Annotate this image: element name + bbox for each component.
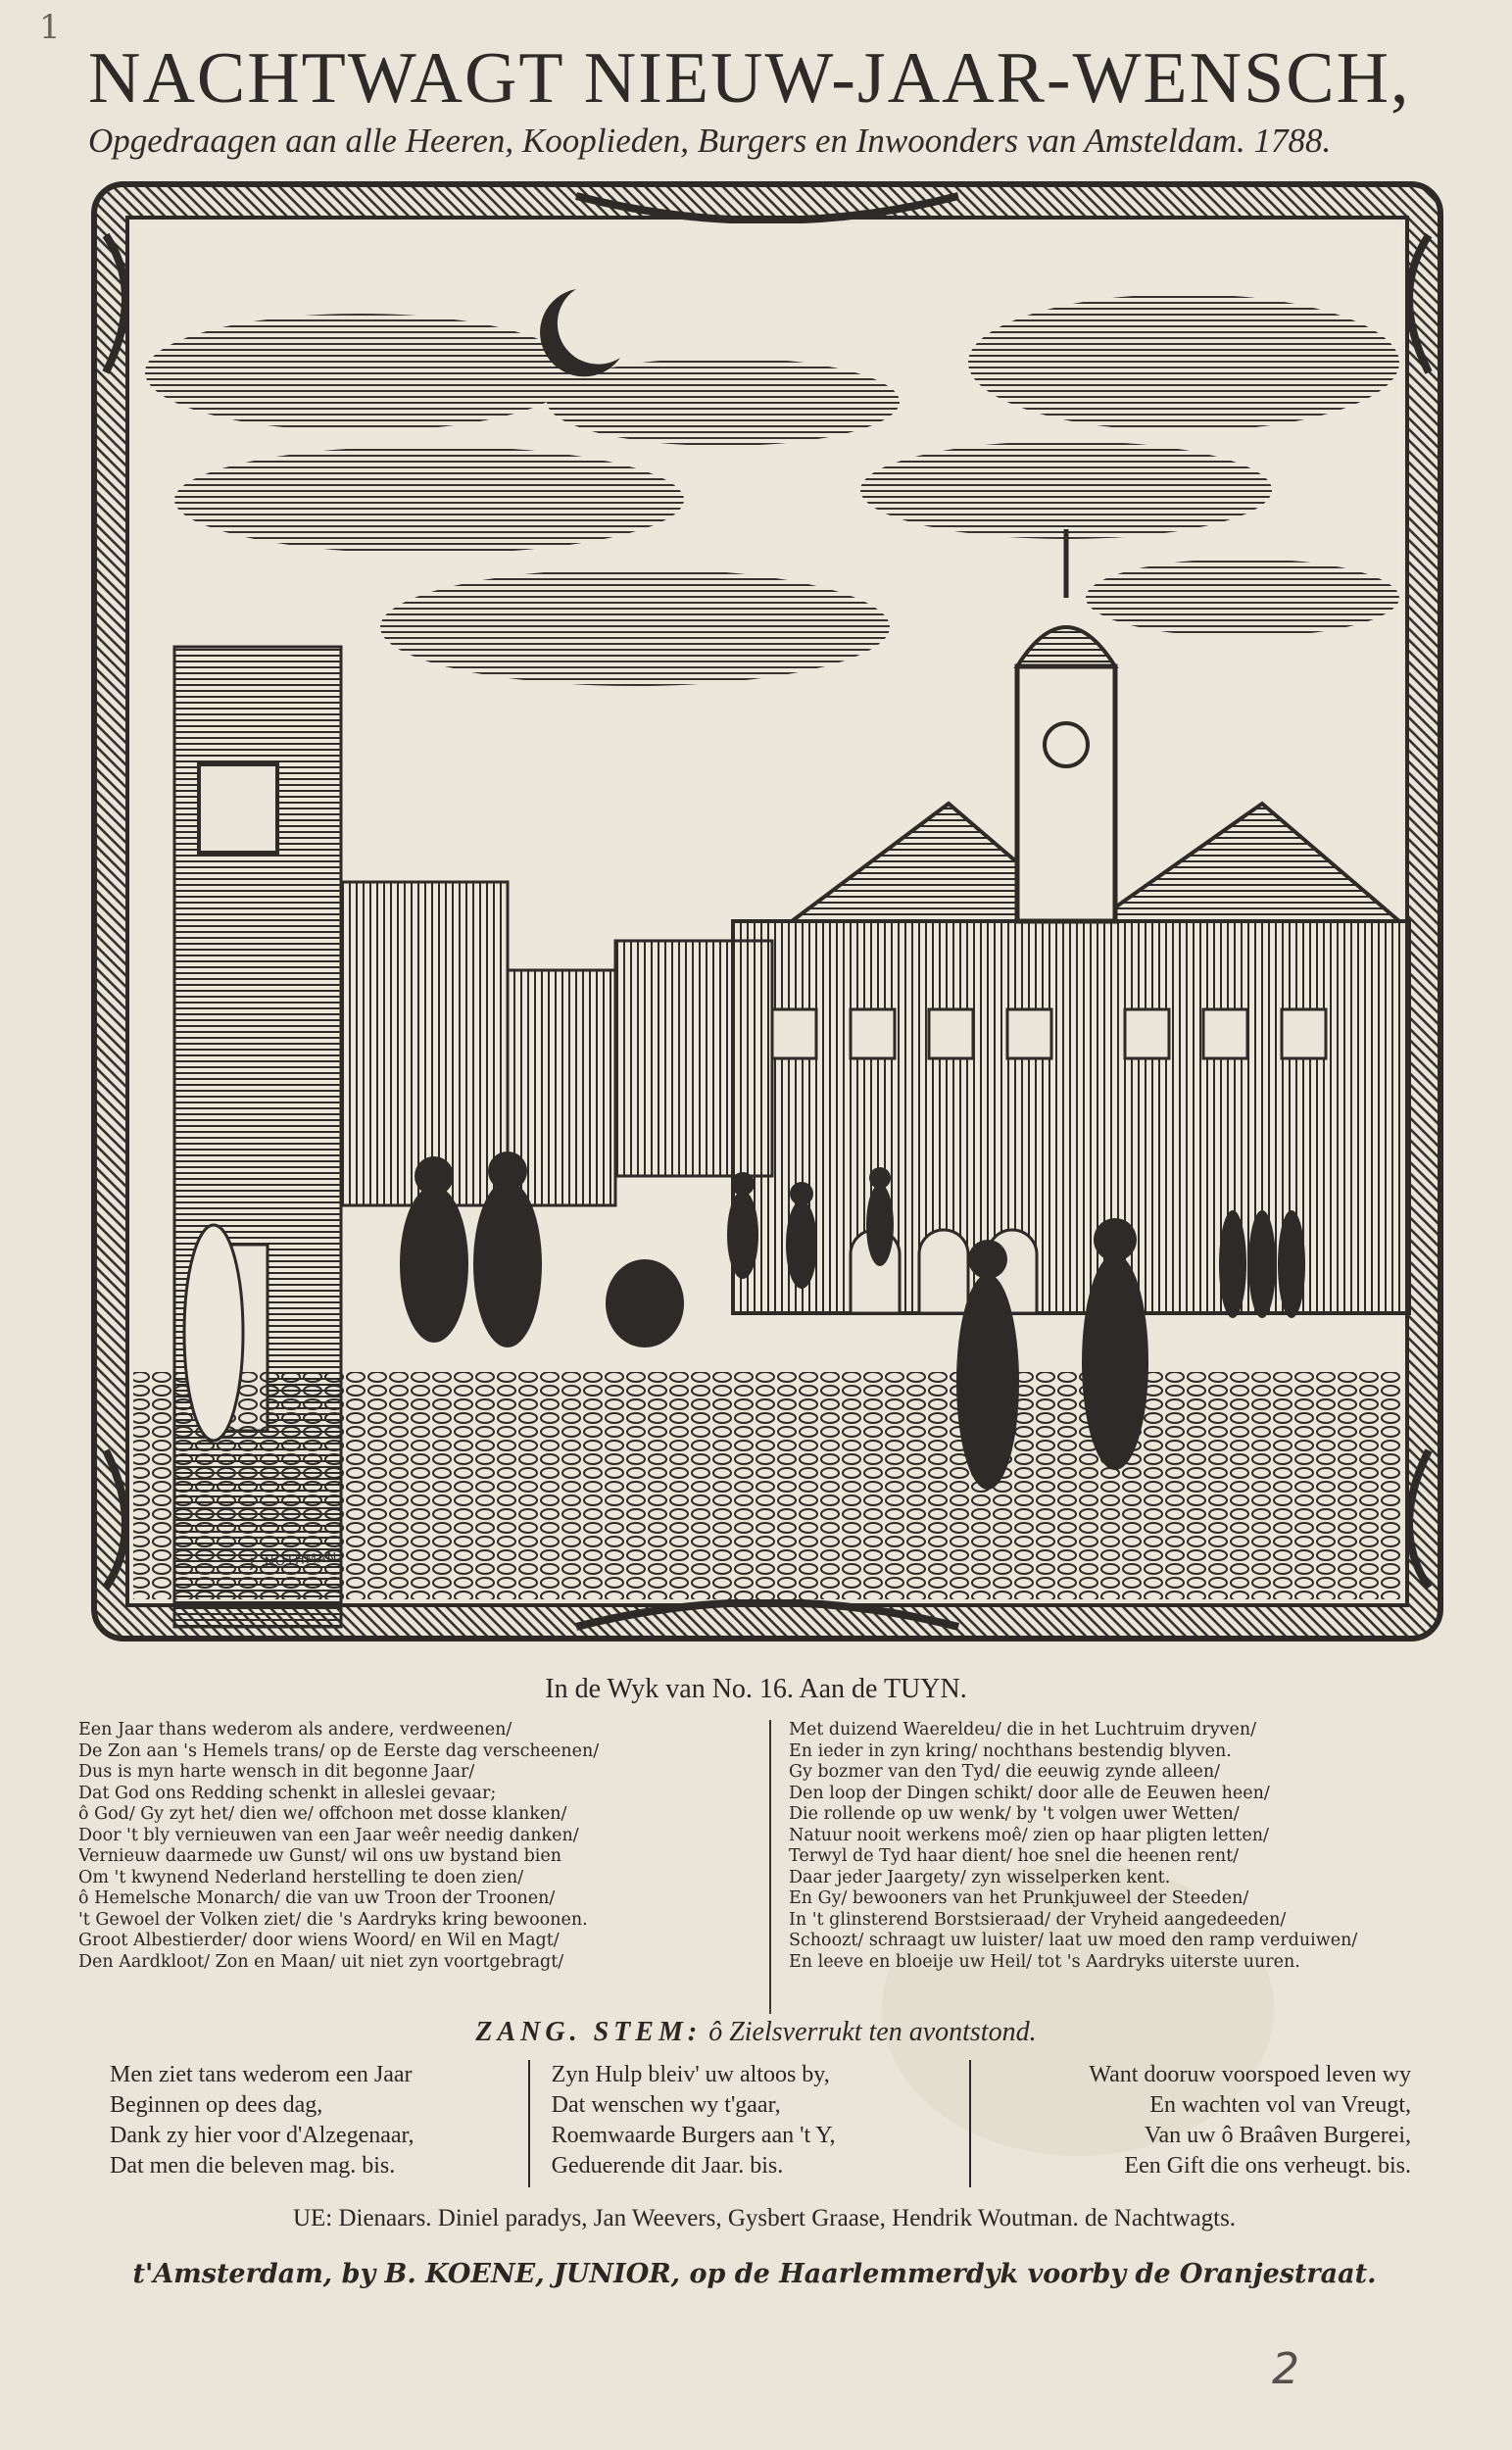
verse-line: En ieder in zyn kring/ nochthans bestendig blyven. (789, 1740, 1232, 1761)
stanza (88, 2060, 528, 2187)
verse-line: Door 't bly vernieuwen van een Jaar weêr needig danken/ (78, 1825, 579, 1845)
artist-signature: J. NOTHMAN. (249, 1549, 344, 1572)
stanza-line: Roemwaarde Burgers aan 't Y, (551, 2123, 836, 2148)
verse-line: Den Aardkloot/ Zon en Maan/ uit niet zyn voortgebragt/ (78, 1951, 564, 1972)
verse-line: Die rollende op uw wenk/ by 't volgen uwer Wetten/ (789, 1804, 1240, 1824)
tune-line (0, 2017, 1512, 2048)
stanza-line: Geduerende dit Jaar. bis. (551, 2153, 784, 2179)
verse-line: En Gy/ bewooners van het Prunkjuweel der Steeden/ (789, 1888, 1249, 1908)
verse-line: In 't glinsterend Borstsieraad/ der Vryheid aangedeeden/ (789, 1909, 1287, 1930)
song-stanzas (88, 2060, 1421, 2187)
verse-line: Dus is myn harte wensch in dit begonne Jaar/ (78, 1762, 475, 1782)
stanza-line: En wachten vol van Vreugt, (1149, 2092, 1412, 2118)
verse-line: ô God/ Gy zyt het/ dien we/ offchoon met dosse klanken/ (78, 1804, 567, 1824)
verse-line: Den loop der Dingen schikt/ door alle de Eeuwen heen/ (789, 1783, 1270, 1803)
verse-line: Daar jeder Jaargety/ zyn wisselperken kent. (789, 1867, 1171, 1887)
tune-label: ZANG. STEM: (475, 2017, 703, 2047)
printer-imprint: t'Amsterdam, by B. KOENE, JUNIOR, op de Haarlemmerdyk voorby de Oranjestraat. (132, 2259, 1377, 2289)
verse-line: Natuur nooit werkens moê/ zien op haar pligten letten/ (789, 1825, 1269, 1845)
verse-line: Schoozt/ schraagt uw luister/ laat uw moed den ramp verduiwen/ (789, 1931, 1358, 1950)
verses-right-column (769, 1720, 1450, 2014)
verse-line: Terwyl de Tyd haar dient/ hoe snel die heenen rent/ (789, 1846, 1240, 1866)
verse-line: ô Hemelsche Monarch/ die van uw Troon der Troonen/ (78, 1888, 556, 1908)
corner-mark: 1 (39, 8, 61, 47)
stanza-line: Men ziet tans wederom een Jaar (110, 2062, 413, 2087)
verse-line: En leeve en bloeije uw Heil/ tot 's Aardryks uiterste uuren. (789, 1951, 1300, 1972)
verse-line: Om 't kwynend Nederland herstelling te doen zien/ (78, 1867, 524, 1887)
stanza-line: Dank zy hier voor d'Alzegenaar, (110, 2123, 415, 2148)
new-year-verses (78, 1720, 1450, 2014)
woodcut-illustration (86, 176, 1448, 1646)
verse-line: Een Jaar thans wederom als andere, verdweenen/ (78, 1720, 512, 1740)
stanza (528, 2060, 970, 2187)
town-hall-woodcut (86, 176, 1448, 1646)
stanza-line: Van uw ô Braâven Burgerei, (1144, 2123, 1412, 2148)
verse-line: Met duizend Waereldeu/ die in het Luchtruim dryven/ (789, 1720, 1257, 1740)
stanza-line: Zyn Hulp bleiv' uw altoos by, (551, 2062, 830, 2087)
verse-line: Gy bozmer van den Tyd/ die eeuwig zynde alleen/ (789, 1762, 1221, 1782)
stanza-line: Want dooruw voorspoed leven wy (1089, 2062, 1412, 2087)
verse-line: Groot Albestierder/ door wiens Woord/ en Wil en Magt/ (78, 1931, 560, 1950)
night-watch-signatories: UE: Dienaars. Diniel paradys, Jan Weevers, Gysbert Graase, Hendrik Woutman. de Nachtwagts. (292, 2205, 1237, 2231)
stanza-line: Een Gift die ons verheugt. bis. (1124, 2153, 1412, 2179)
verse-line: 't Gewoel der Volken ziet/ die 's Aardryks kring bewoonen. (78, 1909, 588, 1930)
stanza-line: Beginnen op dees dag, (110, 2092, 323, 2118)
page-title: NACHTWAGT NIEUW-JAAR-WENSCH, (88, 38, 1411, 119)
stanza-line: Dat wenschen wy t'gaar, (551, 2092, 781, 2118)
stanza-line: Dat men die beleven mag. bis. (110, 2153, 396, 2179)
stanza (969, 2060, 1421, 2187)
ward-location: In de Wyk van No. 16. Aan de TUYN. (545, 1674, 967, 1704)
verse-line: Dat God ons Redding schenkt in alleslei gevaar; (78, 1783, 497, 1803)
woman-in-doorway (184, 1225, 243, 1441)
tune-text: ô Zielsverrukt ten avontstond. (708, 2017, 1037, 2047)
verse-line: De Zon aan 's Hemels trans/ op de Eerste dag verscheenen/ (78, 1740, 600, 1761)
pencil-annotation: 2 (1272, 2344, 1299, 2394)
verses-left-column (78, 1720, 740, 2014)
page-subtitle: Opgedraagen aan alle Heeren, Kooplieden, Burgers en Inwoonders van Amsteldam. 1788. (88, 122, 1332, 160)
verse-line: Vernieuw daarmede uw Gunst/ wil ons uw bystand bien (78, 1846, 561, 1866)
